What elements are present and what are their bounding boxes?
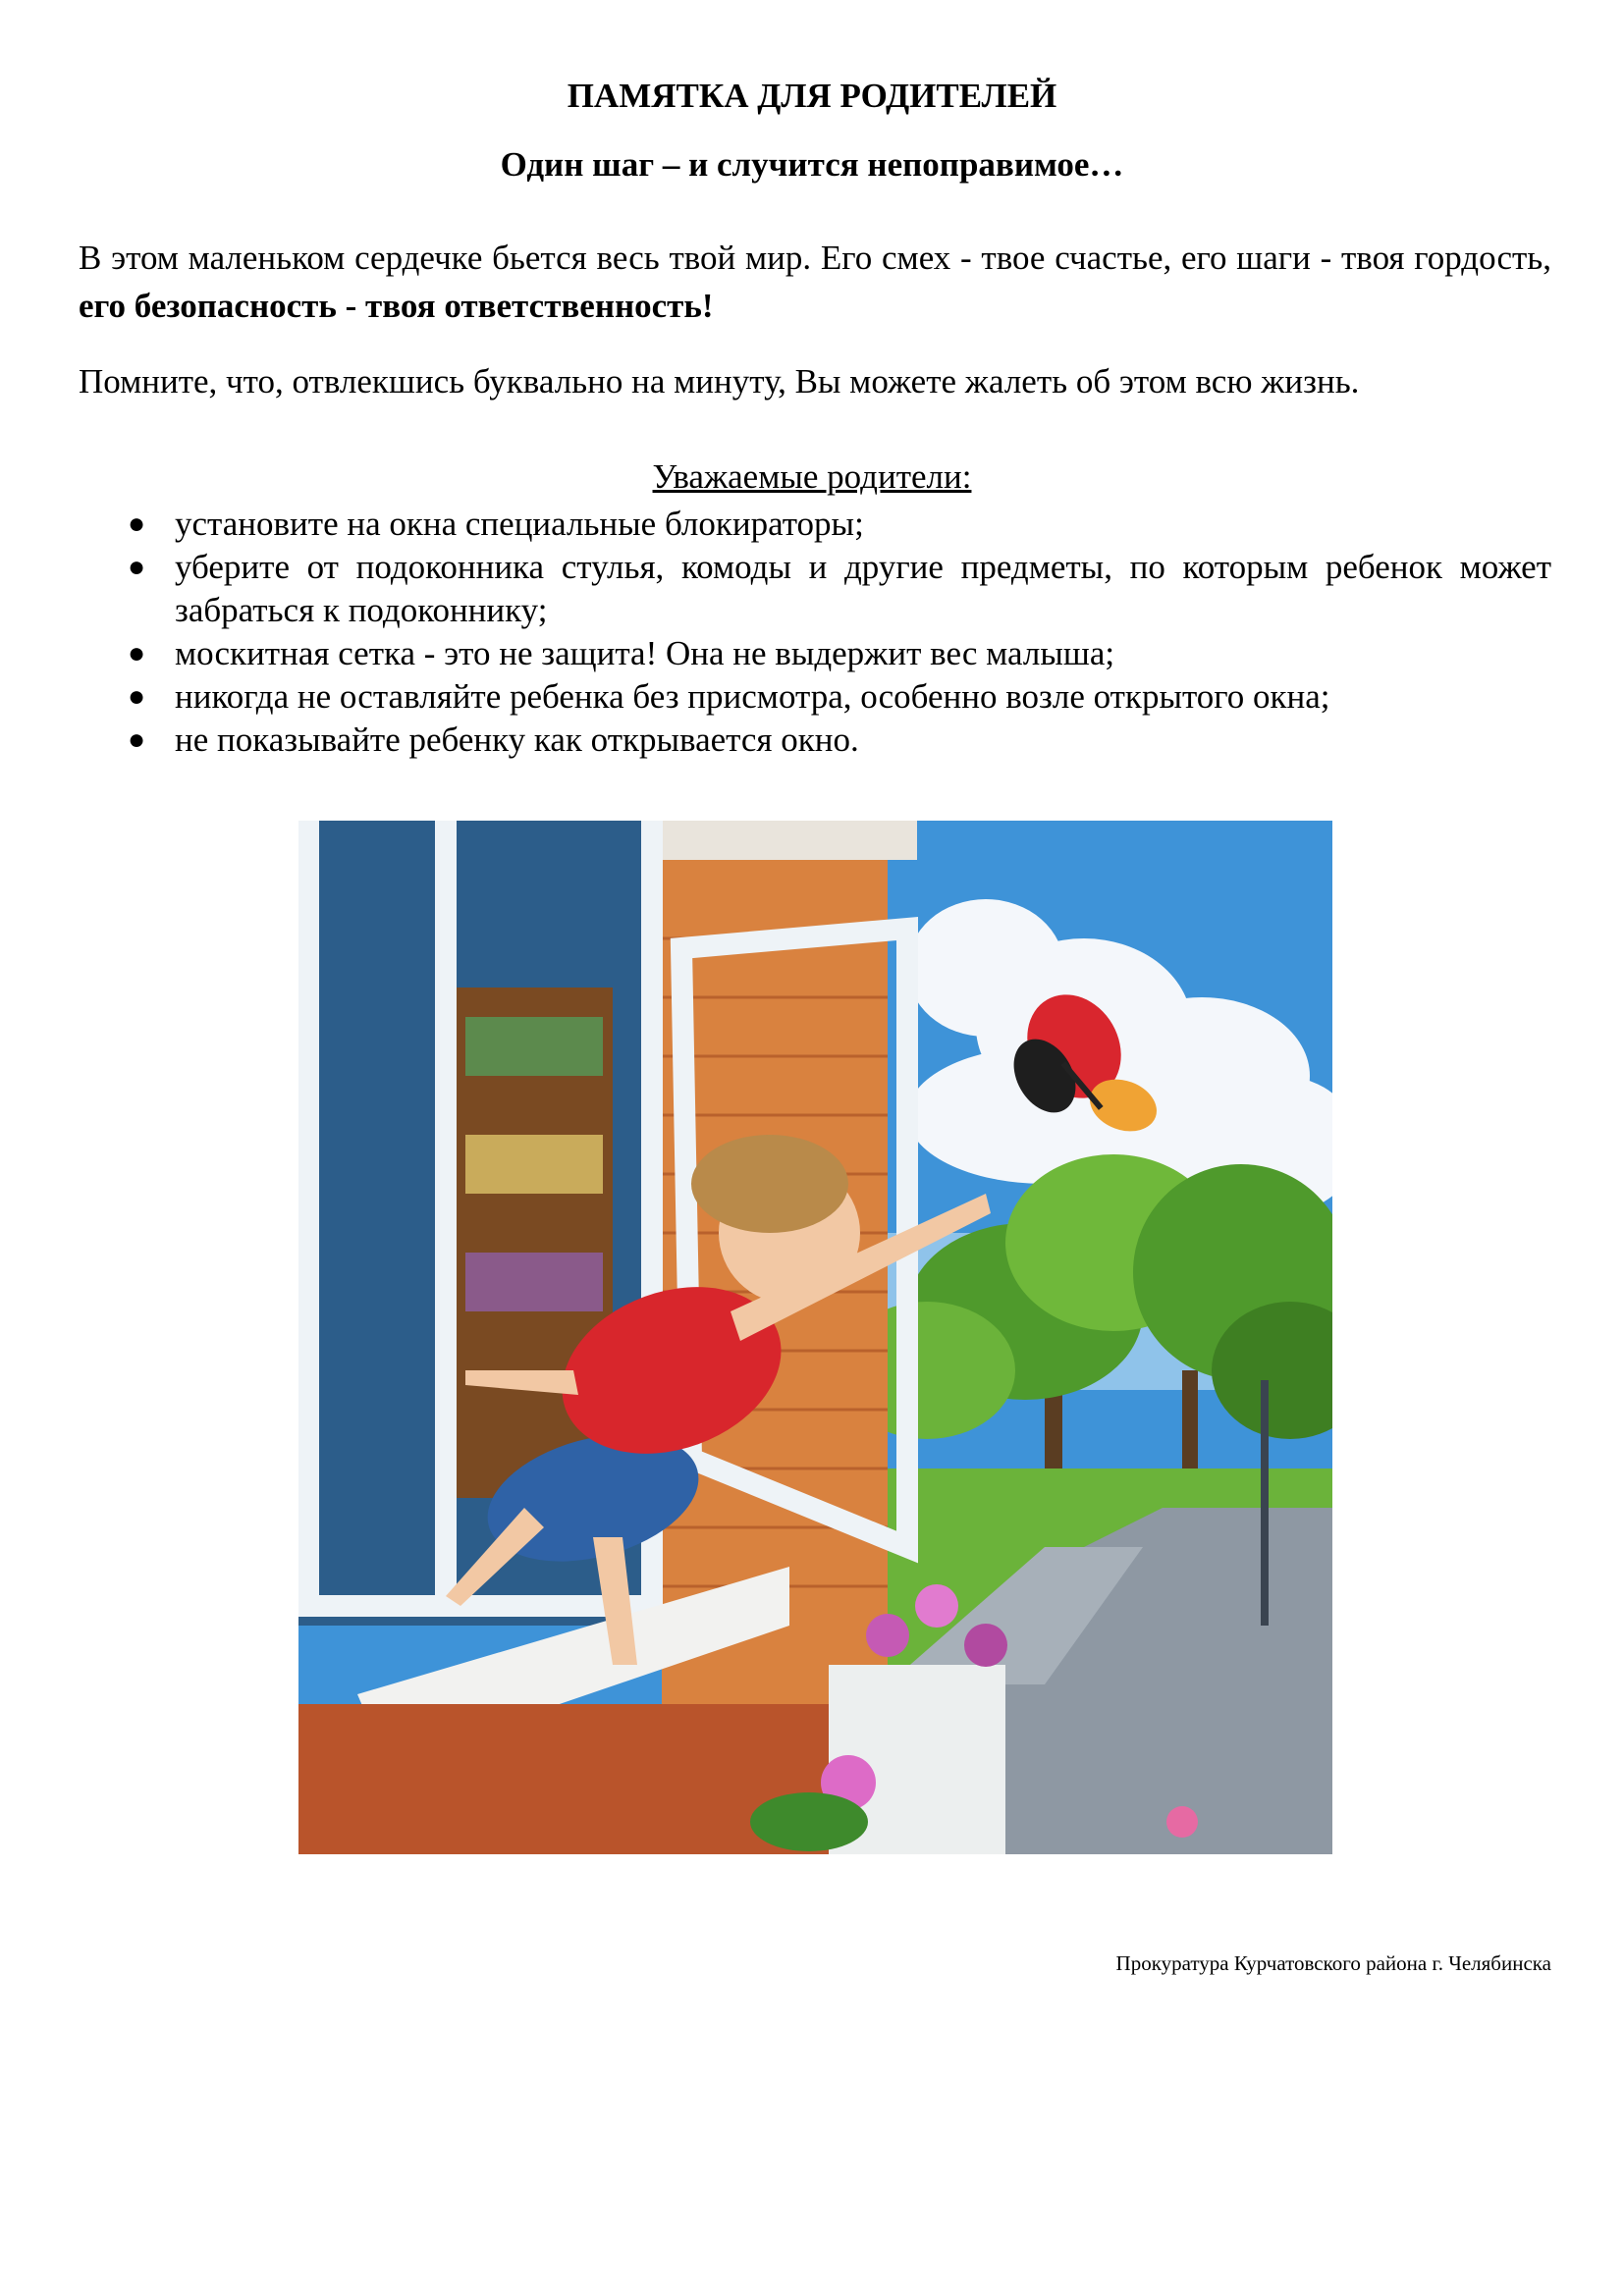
list-item bbox=[79, 719, 1551, 762]
list-item-text: никогда не оставляйте ребенка без присмотра, особенно возле открытого окна; bbox=[175, 677, 1330, 716]
child-hair bbox=[691, 1135, 848, 1233]
page-subtitle: Один шаг – и случится непоправимое… bbox=[500, 145, 1124, 184]
list-item-text: не показывайте ребенку как открывается окно. bbox=[175, 721, 859, 759]
list-item bbox=[79, 675, 1551, 719]
list-item-text: установите на окна специальные блокираторы; bbox=[175, 505, 864, 543]
bullet-icon: ● bbox=[128, 723, 146, 756]
child-window-illustration bbox=[298, 821, 1332, 1854]
list-item bbox=[79, 632, 1551, 675]
bullet-icon: ● bbox=[128, 637, 146, 669]
list-item bbox=[79, 546, 1551, 632]
intro-paragraph bbox=[79, 234, 1551, 330]
warning-paragraph: Помните, что, отвлекшись буквально на минуту, Вы можете жалеть об этом всю жизнь. bbox=[79, 362, 1360, 400]
footer-signature: Прокуратура Курчатовского района г. Челябинска bbox=[1115, 1951, 1551, 1975]
intro-bold-text: его безопасность - твоя ответственность! bbox=[79, 287, 714, 325]
intro-text: В этом маленьком сердечке бьется весь твой мир. Его смех - твое счастье, его шаги - твоя гордость, bbox=[79, 239, 1551, 277]
rules-list bbox=[79, 503, 1551, 762]
list-item-text: уберите от подоконника стулья, комоды и другие предметы, по которым ребенок может забраться к подоконнику; bbox=[175, 548, 1551, 629]
list-item bbox=[79, 503, 1551, 546]
bullet-icon: ● bbox=[128, 551, 146, 583]
cornice bbox=[662, 821, 917, 860]
bullet-icon: ● bbox=[128, 507, 146, 540]
list-item-text: москитная сетка - это не защита! Она не выдержит вес малыша; bbox=[175, 634, 1115, 672]
list-heading: Уважаемые родители: bbox=[652, 457, 972, 496]
page-title: ПАМЯТКА ДЛЯ РОДИТЕЛЕЙ bbox=[567, 77, 1057, 115]
bullet-icon: ● bbox=[128, 680, 146, 713]
books bbox=[465, 1017, 603, 1311]
lamp-post bbox=[1261, 1380, 1269, 1626]
